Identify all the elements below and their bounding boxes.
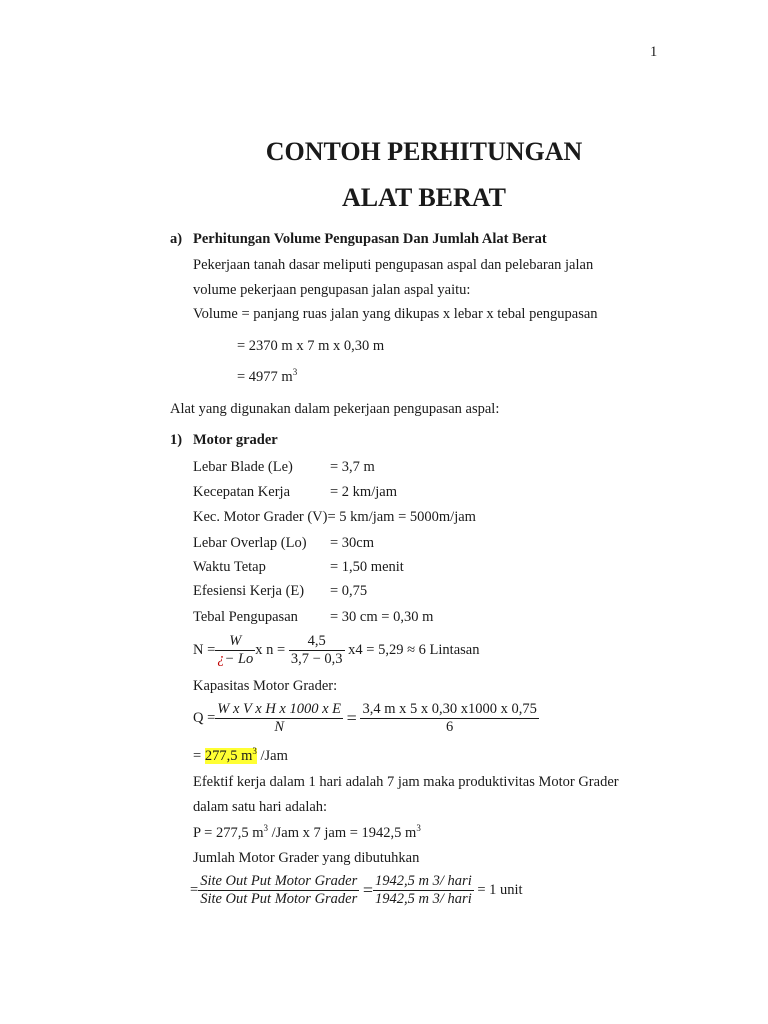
jumlah-frac1-denominator: Site Out Put Motor Grader — [200, 891, 358, 907]
superscript: 3 — [292, 367, 298, 377]
param-label: Lebar Overlap (Lo) — [193, 535, 307, 551]
param-label: Efesiensi Kerja (E) — [193, 583, 305, 599]
page-title-line-1: CONTOH PERHITUNGAN — [265, 137, 583, 166]
q-result-value: 277,5 m — [204, 748, 253, 764]
paragraph-line: dalam satu hari adalah: — [193, 799, 328, 815]
param-row-speed — [193, 509, 476, 526]
item-1-marker: 1) — [170, 432, 183, 448]
n-frac1-denominator — [215, 651, 255, 668]
param-label: Lebar Blade (Le) — [193, 459, 293, 475]
q-eq: = — [346, 708, 357, 728]
param-label: Waktu Tetap — [193, 559, 266, 575]
param-value: = 1,50 menit — [330, 559, 404, 575]
section-a-marker: a) — [170, 231, 183, 247]
paragraph-line: volume pekerjaan pengupasan jalan aspal yaitu: — [193, 282, 471, 298]
jumlah-fraction-1 — [198, 873, 359, 908]
param-value: = 3,7 m — [330, 459, 375, 475]
param-value: = 5 km/jam = 5000m/jam — [327, 509, 476, 525]
param-value: = 0,75 — [330, 583, 368, 599]
param-value: = 30cm — [330, 535, 375, 551]
q-result-prefix: = — [193, 748, 205, 764]
volume-calc-line-2 — [237, 369, 297, 386]
n-frac2-denominator: 3,7 − 0,3 — [290, 651, 343, 667]
q-fraction-2 — [360, 701, 538, 736]
n-frac2-numerator: 4,5 — [289, 633, 345, 651]
q-result-suffix: /Jam — [256, 748, 288, 764]
jumlah-frac2-denominator: 1942,5 m 3/ hari — [375, 891, 472, 907]
q-frac1-numerator: W x V x H x 1000 x E — [217, 701, 342, 717]
n-formula — [193, 633, 479, 668]
n-frac1-den-red: ¿ — [217, 651, 225, 667]
n-fraction-1 — [215, 633, 255, 668]
volume-calc-line-1: = 2370 m x 7 m x 0,30 m — [237, 338, 385, 354]
kapasitas-label: Kapasitas Motor Grader: — [193, 678, 338, 694]
q-fraction-1 — [215, 701, 343, 736]
jumlah-frac2-numerator: 1942,5 m 3/ hari — [375, 873, 472, 889]
jumlah-frac1-numerator: Site Out Put Motor Grader — [200, 873, 358, 889]
tools-intro: Alat yang digunakan dalam pekerjaan pengupasan aspal: — [170, 401, 500, 417]
p-part-a: P = 277,5 m — [193, 825, 264, 841]
superscript: 3 — [252, 746, 257, 756]
superscript: 3 — [263, 823, 268, 833]
n-frac1-numerator: W — [215, 633, 255, 651]
q-lhs: Q = — [193, 710, 216, 726]
q-frac1-denominator: N — [274, 719, 284, 735]
page-title-line-2: ALAT BERAT — [342, 183, 506, 212]
paragraph-line: Efektif kerja dalam 1 hari adalah 7 jam maka produktivitas Motor Grader — [193, 774, 619, 790]
jumlah-label: Jumlah Motor Grader yang dibutuhkan — [193, 850, 420, 866]
param-label: Kec. Motor Grader (V) — [193, 509, 328, 525]
volume-result: = 4977 m — [237, 369, 293, 385]
n-fraction-2 — [289, 633, 345, 668]
param-label: Tebal Pengupasan — [193, 609, 298, 625]
jumlah-eq: = — [362, 880, 374, 900]
n-mid: x n = — [255, 642, 286, 658]
q-result-highlight — [205, 748, 257, 764]
p-part-b: /Jam x 7 jam = 1942,5 m — [267, 825, 417, 841]
param-value: = 30 cm = 0,30 m — [330, 609, 434, 625]
n-rhs: x4 = 5,29 ≈ 6 Lintasan — [348, 642, 480, 658]
paragraph-line: Volume = panjang ruas jalan yang dikupas x lebar x tebal pengupasan — [193, 306, 598, 322]
page-number: 1 — [650, 44, 658, 60]
q-frac2-denominator: 6 — [446, 719, 454, 735]
q-result — [193, 748, 288, 765]
jumlah-fraction-2 — [373, 873, 474, 908]
jumlah-formula — [190, 873, 523, 908]
jumlah-lhs: = — [190, 882, 199, 898]
superscript: 3 — [416, 823, 421, 833]
n-lhs: N = — [193, 642, 216, 658]
section-a-heading: Perhitungan Volume Pengupasan Dan Jumlah Alat Berat — [193, 231, 547, 247]
paragraph-line: Pekerjaan tanah dasar meliputi pengupasan aspal dan pelebaran jalan — [193, 257, 594, 273]
productivity-line — [193, 825, 421, 842]
n-frac1-den-rest: − Lo — [224, 651, 254, 667]
q-formula — [193, 701, 539, 736]
item-1-heading: Motor grader — [193, 432, 278, 448]
param-value: = 2 km/jam — [330, 484, 397, 500]
q-frac2-numerator: 3,4 m x 5 x 0,30 x1000 x 0,75 — [362, 701, 537, 717]
param-label: Kecepatan Kerja — [193, 484, 291, 500]
jumlah-rhs: = 1 unit — [477, 882, 523, 898]
